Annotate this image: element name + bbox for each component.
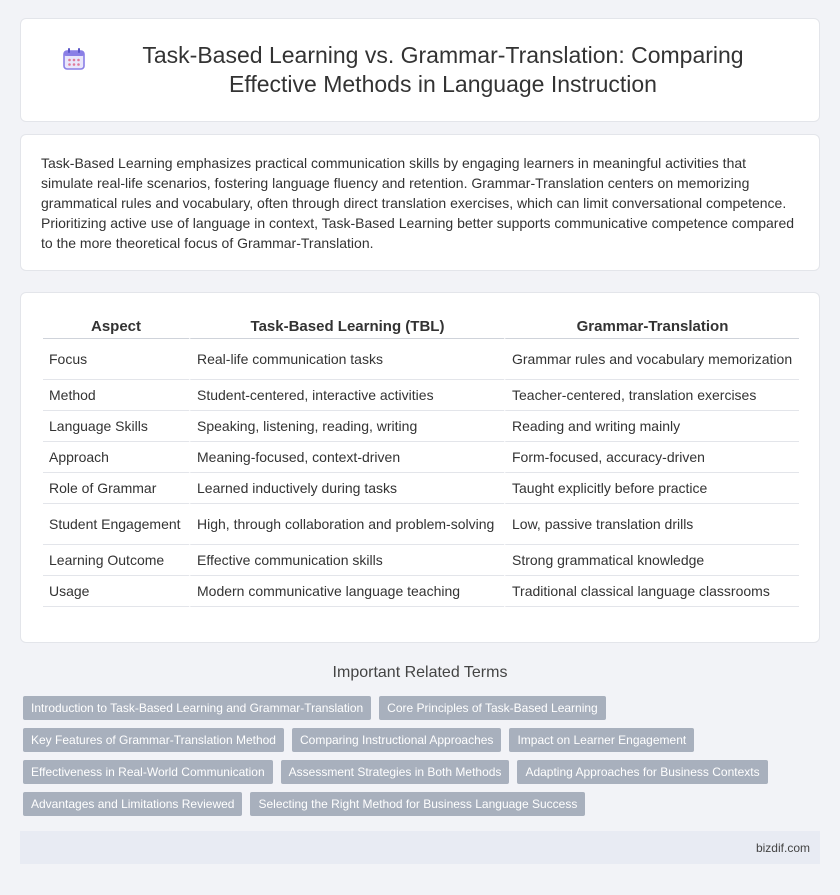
tbl-cell: Real-life communication tasks (189, 339, 504, 380)
related-term-tag[interactable]: Key Features of Grammar-Translation Method (23, 728, 284, 752)
comparison-table-card (20, 292, 820, 643)
tbl-cell: Student-centered, interactive activities (189, 380, 504, 411)
calendar-icon (61, 46, 87, 72)
table-row (43, 442, 799, 473)
tbl-cell: Learned inductively during tasks (189, 473, 504, 504)
aspect-cell: Role of Grammar (43, 473, 189, 504)
header-tbl: Task-Based Learning (TBL) (189, 311, 504, 339)
table-header-row (43, 311, 799, 339)
tbl-cell: Effective communication skills (189, 545, 504, 576)
table-row (43, 504, 799, 545)
aspect-cell: Method (43, 380, 189, 411)
header-aspect: Aspect (43, 311, 189, 339)
related-term-tag[interactable]: Impact on Learner Engagement (509, 728, 694, 752)
gt-cell: Form-focused, accuracy-driven (504, 442, 799, 473)
tag-row (23, 792, 823, 816)
table-row (43, 380, 799, 411)
related-terms-title: Important Related Terms (332, 664, 508, 681)
tag-row (23, 696, 823, 720)
tag-row (23, 728, 823, 752)
aspect-cell: Focus (43, 339, 189, 380)
table-row (43, 411, 799, 442)
related-term-tag[interactable]: Comparing Instructional Approaches (292, 728, 501, 752)
table-row (43, 545, 799, 576)
gt-cell: Grammar rules and vocabulary memorization (504, 339, 799, 380)
gt-cell: Reading and writing mainly (504, 411, 799, 442)
tbl-cell: High, through collaboration and problem-solving (189, 504, 504, 545)
tag-row (23, 760, 823, 784)
related-term-tag[interactable]: Advantages and Limitations Reviewed (23, 792, 242, 816)
table-row (43, 339, 799, 380)
gt-cell: Strong grammatical knowledge (504, 545, 799, 576)
table-row (43, 473, 799, 504)
summary-card (20, 134, 820, 271)
comparison-table (43, 311, 799, 607)
summary-text: Task-Based Learning emphasizes practical communication skills by engaging learners in meaningful activities that simulate real-life scenarios, fostering language fluency and retention. Grammar-Translation centers on memorizing grammatical rules and vocabulary, often through direct translation exercises, which can limit conversational competence. Prioritizing active use of language in context, Task-Based Learning better supports communicative competence compared to the more theoretical focus of Grammar-Translation. (41, 155, 795, 251)
tbl-cell: Modern communicative language teaching (189, 576, 504, 607)
aspect-cell: Approach (43, 442, 189, 473)
aspect-cell: Usage (43, 576, 189, 607)
title-card (20, 18, 820, 122)
related-terms-tags (23, 696, 823, 824)
gt-cell: Taught explicitly before practice (504, 473, 799, 504)
related-term-tag[interactable]: Introduction to Task-Based Learning and Grammar-Translation (23, 696, 371, 720)
footer (20, 831, 820, 864)
aspect-cell: Learning Outcome (43, 545, 189, 576)
footer-site-link[interactable]: bizdif.com (755, 840, 810, 855)
related-term-tag[interactable]: Assessment Strategies in Both Methods (281, 760, 510, 784)
related-term-tag[interactable]: Effectiveness in Real-World Communication (23, 760, 273, 784)
header-grammar-translation: Grammar-Translation (504, 311, 799, 339)
table-row (43, 576, 799, 607)
related-term-tag[interactable]: Adapting Approaches for Business Contexts (517, 760, 767, 784)
aspect-cell: Language Skills (43, 411, 189, 442)
gt-cell: Teacher-centered, translation exercises (504, 380, 799, 411)
gt-cell: Low, passive translation drills (504, 504, 799, 545)
gt-cell: Traditional classical language classrooms (504, 576, 799, 607)
tbl-cell: Speaking, listening, reading, writing (189, 411, 504, 442)
related-term-tag[interactable]: Selecting the Right Method for Business Language Success (250, 792, 585, 816)
aspect-cell: Student Engagement (43, 504, 189, 545)
page-title: Task-Based Learning vs. Grammar-Translation: Comparing Effective Methods in Language Instruction (142, 42, 744, 97)
related-term-tag[interactable]: Core Principles of Task-Based Learning (379, 696, 606, 720)
tbl-cell: Meaning-focused, context-driven (189, 442, 504, 473)
